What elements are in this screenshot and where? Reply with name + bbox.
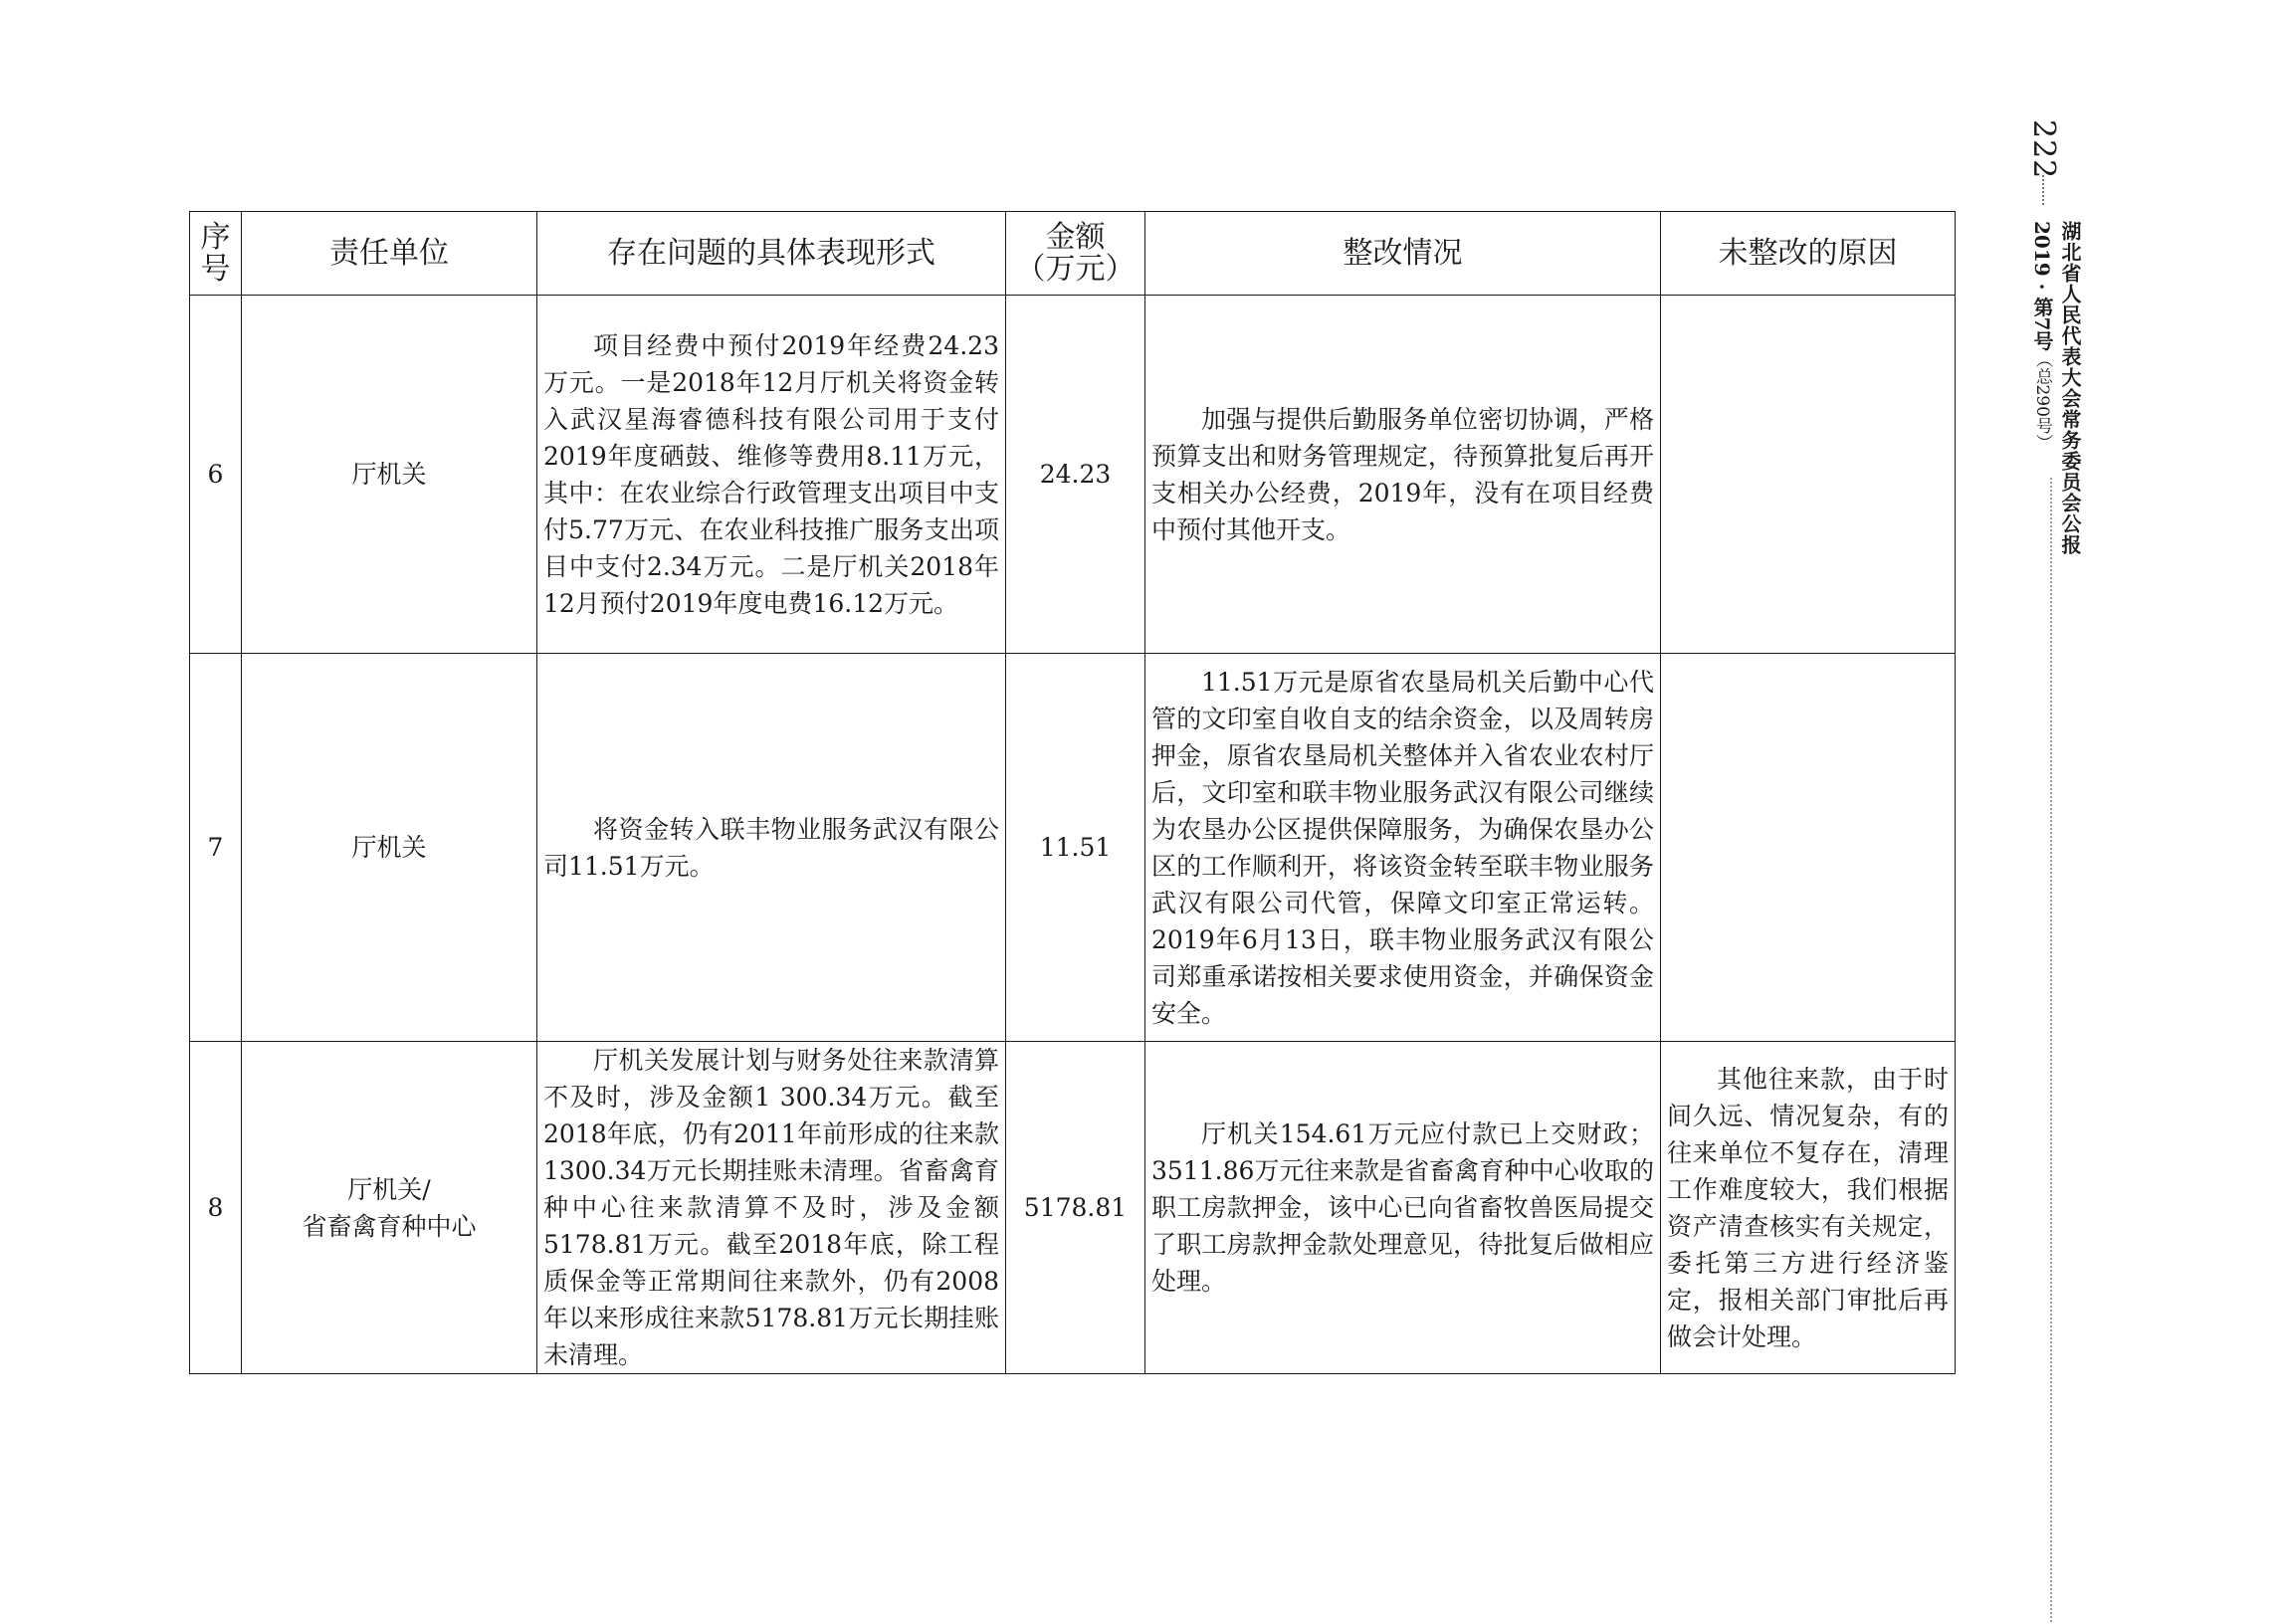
journal-issue — [2028, 221, 2057, 451]
page-number: 222 — [2026, 119, 2061, 180]
cell-rectification: 11.51万元是原省农垦局机关后勤中心代管的文印室自收自支的结余资金，以及周转房押金，原省农垦局机关整体并入省农业农村厅后，文印室和联丰物业服务武汉有限公司继续为农垦办公区提供保障服务，为确保农垦办公区的工作顺利开，将该资金转至联丰物业服务武汉有限公司代管，保障文印室正常运转。2019年6月13日，联丰物业服务武汉有限公司郑重承诺按相关要求使用资金，并确保资金安全。 — [1145, 654, 1661, 1042]
cell-problem: 将资金转入联丰物业服务武汉有限公司11.51万元。 — [537, 654, 1006, 1042]
col-problem-header: 存在问题的具体表现形式 — [537, 212, 1006, 296]
cell-seq: 7 — [190, 654, 242, 1042]
table-row — [190, 296, 1956, 654]
cell-seq: 6 — [190, 296, 242, 654]
cell-problem: 项目经费中预付2019年经费24.23万元。一是2018年12月厅机关将资金转入武汉星海睿德科技有限公司用于支付2019年度硒鼓、维修等费用8.11万元，其中：在农业综合行政管理支出项目中支付5.77万元、在农业科技推广服务支出项目中支付2.34万元。二是厅机关2018年12月预付2019年度电费16.12万元。 — [537, 296, 1006, 654]
col-rectification-header: 整改情况 — [1145, 212, 1661, 296]
journal-title: 湖北省人民代表大会常务委员会公报 — [2058, 221, 2082, 555]
cell-problem: 厅机关发展计划与财务处往来款清算不及时，涉及金额1 300.34万元。截至2018年底，仍有2011年前形成的往来款1300.34万元长期挂账未清理。省畜禽育种中心往来款清算不及时，涉及金额5178.81万元。截至2018年底，除工程质保金等正常期间往来款外，仍有2008年以来形成往来款5178.81万元长期挂账未清理。 — [537, 1042, 1006, 1374]
cell-unit: 厅机关 — [242, 654, 537, 1042]
col-seq-header: 序 号 — [190, 212, 242, 296]
cell-amount: 11.51 — [1006, 654, 1145, 1042]
cell-rectification: 厅机关154.61万元应付款已上交财政；3511.86万元往来款是省畜禽育种中心收取的职工房款押金，该中心已向省畜牧兽医局提交了职工房款押金款处理意见，待批复后做相应处理。 — [1145, 1042, 1661, 1374]
table-row — [190, 1042, 1956, 1374]
table-header-row — [190, 212, 1956, 296]
cell-reason — [1661, 654, 1956, 1042]
rectification-table — [189, 211, 1956, 1374]
cell-rectification: 加强与提供后勤服务单位密切协调，严格预算支出和财务管理规定，待预算批复后再开支相关办公经费，2019年，没有在项目经费中预付其他开支。 — [1145, 296, 1661, 654]
cell-amount: 24.23 — [1006, 296, 1145, 654]
issue-number: 2019 · 第7号 — [2030, 221, 2054, 351]
cell-reason — [1661, 296, 1956, 654]
cell-seq: 8 — [190, 1042, 242, 1374]
cell-unit: 厅机关 — [242, 296, 537, 654]
cell-reason: 其他往来款，由于时间久远、情况复杂，有的往来单位不复存在，清理工作难度较大，我们根据资产清查核实有关规定，委托第三方进行经济鉴定，报相关部门审批后再做会计处理。 — [1661, 1042, 1956, 1374]
margin-dotted-line — [2050, 478, 2052, 1622]
table-row — [190, 654, 1956, 1042]
issue-total: （总290号） — [2032, 350, 2052, 451]
cell-unit: 厅机关/ 省畜禽育种中心 — [242, 1042, 537, 1374]
col-unit-header: 责任单位 — [242, 212, 537, 296]
col-amount-header: 金额 （万元） — [1006, 212, 1145, 296]
header-divider — [2042, 175, 2044, 205]
cell-amount: 5178.81 — [1006, 1042, 1145, 1374]
col-reason-header: 未整改的原因 — [1661, 212, 1956, 296]
